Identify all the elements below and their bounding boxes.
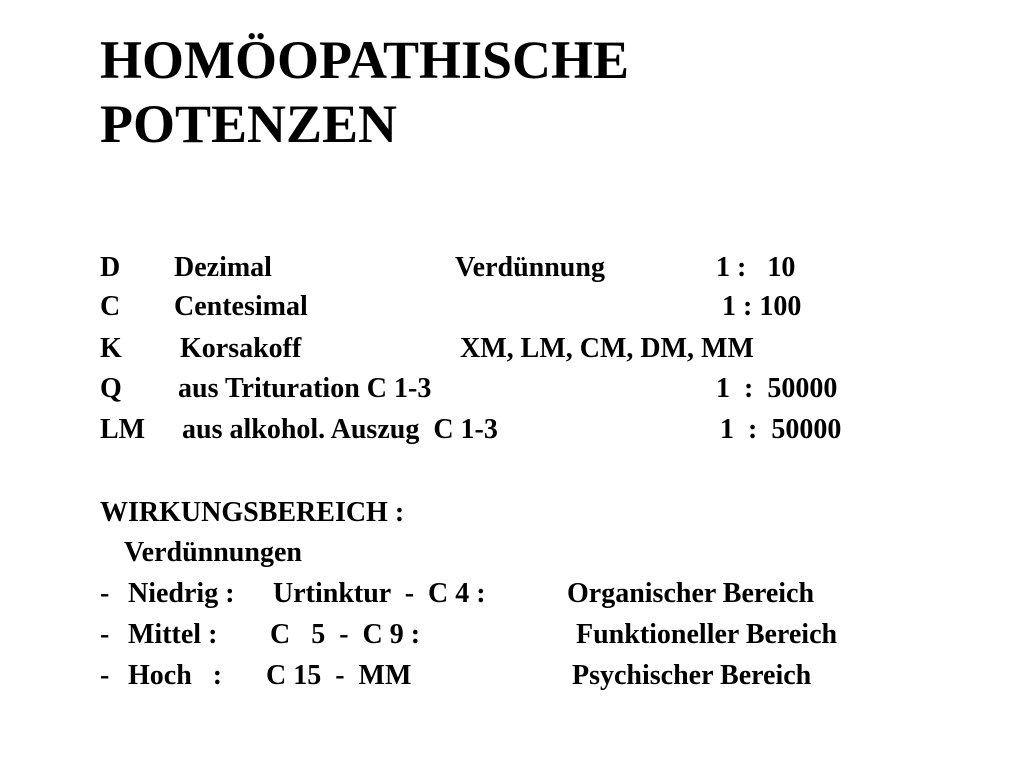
potency-name: Centesimal <box>174 291 308 322</box>
potency-ratio: 1 : 10 <box>716 252 796 283</box>
potency-ratio: 1 : 100 <box>722 291 802 322</box>
potency-abbr: D <box>100 252 121 283</box>
effect-area: Organischer Bereich <box>567 578 815 609</box>
title-line-2: POTENZEN <box>100 94 398 154</box>
effect-row-high <box>0 660 812 768</box>
potency-abbr: Q <box>100 373 122 404</box>
potency-extra: Verdünnung <box>455 252 605 283</box>
title-line-1: HOMÖOPATHISCHE <box>100 30 630 90</box>
potency-ratio: 1 : 50000 <box>720 414 842 445</box>
effect-level: Mittel : <box>128 619 218 650</box>
potency-ratio: 1 : 50000 <box>716 373 838 404</box>
potency-name: aus alkohol. Auszug C 1-3 <box>182 414 498 445</box>
effect-area: Funktioneller Bereich <box>576 619 838 650</box>
potency-abbr: C <box>100 291 121 322</box>
potency-abbr: K <box>100 333 122 364</box>
effect-range: Urtinktur - C 4 : <box>273 578 486 609</box>
effect-range: C 15 - MM <box>266 660 412 691</box>
effect-dash: - <box>100 578 110 609</box>
effect-subheading: Verdünnungen <box>124 537 302 568</box>
effect-level: Niedrig : <box>128 578 235 609</box>
effect-area: Psychischer Bereich <box>572 660 812 691</box>
page-title <box>100 28 629 156</box>
effect-level: Hoch : <box>128 660 223 691</box>
effect-dash: - <box>100 619 110 650</box>
effect-dash: - <box>100 660 110 691</box>
effect-range: C 5 - C 9 : <box>270 619 421 650</box>
potency-name: aus Trituration C 1-3 <box>178 373 432 404</box>
potency-name: Dezimal <box>174 252 272 283</box>
potency-abbr: LM <box>100 414 146 445</box>
potency-extra: XM, LM, CM, DM, MM <box>460 333 754 364</box>
potency-name: Korsakoff <box>180 333 302 364</box>
effect-heading: WIRKUNGSBEREICH : <box>100 497 405 528</box>
